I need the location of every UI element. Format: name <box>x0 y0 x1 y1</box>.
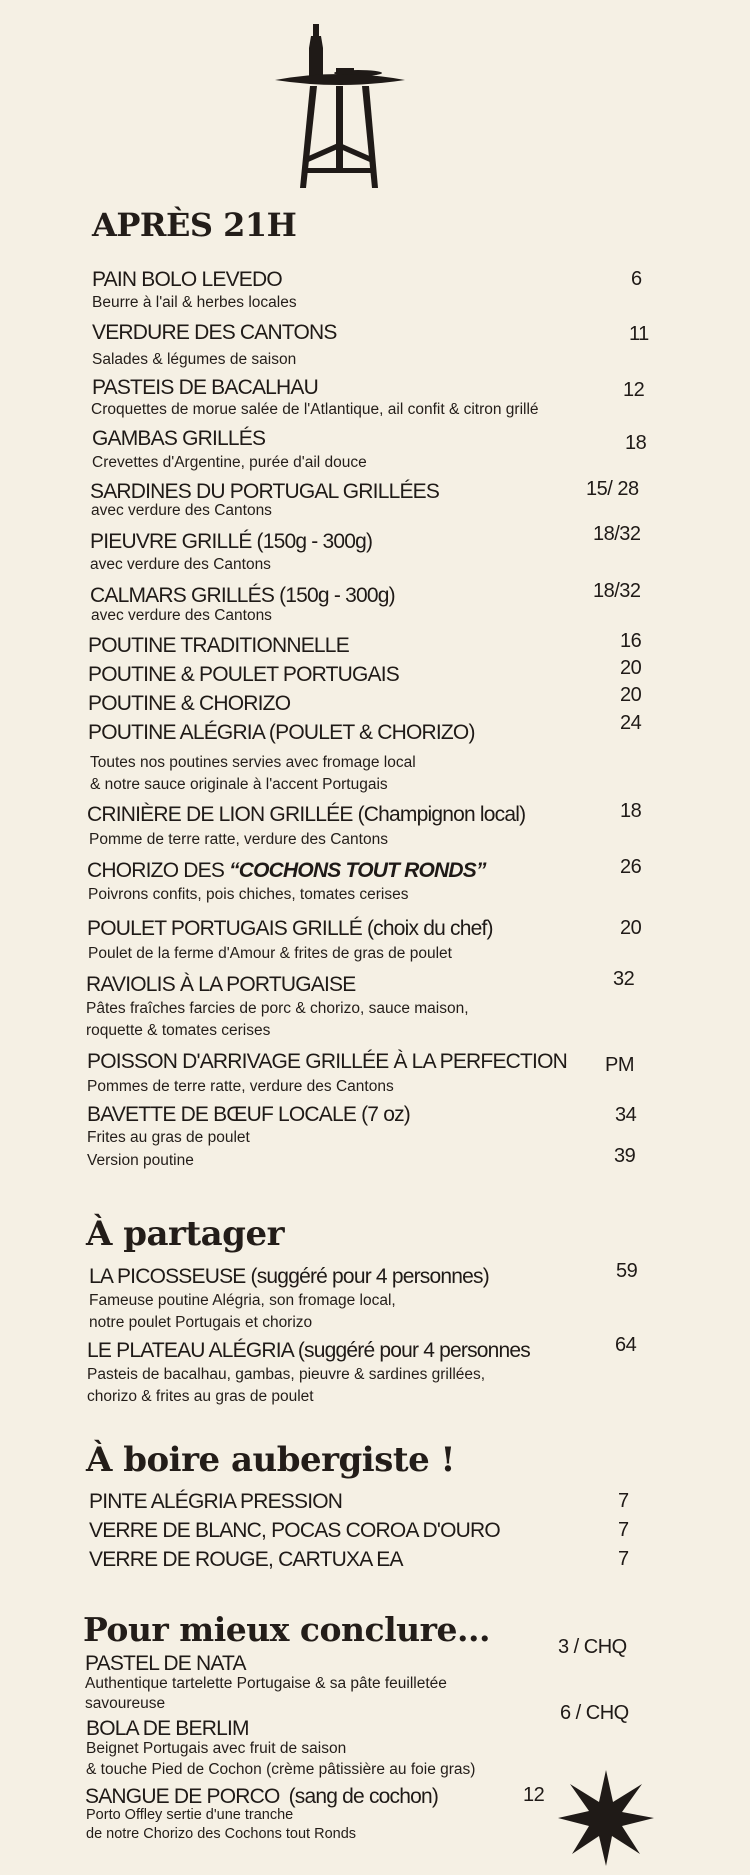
poutine-note: & notre sauce originale à l'accent Portugais <box>90 776 388 793</box>
item-desc: Poulet de la ferme d'Amour & frites de gras de poulet <box>88 945 452 962</box>
section-title-apres: APRÈS 21H <box>92 206 297 244</box>
item-name: POISSON D'ARRIVAGE GRILLÉE À LA PERFECTION <box>87 1050 567 1073</box>
section-title-boire: À boire aubergiste ! <box>86 1440 455 1480</box>
item-price: 64 <box>615 1334 637 1356</box>
item-desc: Crevettes d'Argentine, purée d'ail douce <box>92 454 367 471</box>
item-price: 7 <box>618 1548 629 1570</box>
item-price: 39 <box>614 1145 636 1167</box>
item-price: 3 / CHQ <box>558 1636 627 1658</box>
item-desc: Poivrons confits, pois chiches, tomates cerises <box>88 886 409 903</box>
item-desc: Beignet Portugais avec fruit de saison <box>86 1740 347 1757</box>
item-desc: Pomme de terre ratte, verdure des Cantons <box>89 831 388 848</box>
item-price: 6 / CHQ <box>560 1702 629 1724</box>
item-name-part: SANGUE DE PORCO <box>85 1785 280 1808</box>
item-name: GAMBAS GRILLÉS <box>92 427 266 450</box>
item-price: 11 <box>629 323 649 345</box>
item-price: 18 <box>620 800 642 822</box>
item-name: POUTINE & POULET PORTUGAIS <box>88 663 399 686</box>
item-desc: savoureuse <box>85 1695 166 1712</box>
item-desc: Croquettes de morue salée de l'Atlantique, ail confit & citron grillé <box>91 401 539 418</box>
star-burst-icon <box>558 1770 654 1866</box>
item-name: VERDURE DES CANTONS <box>92 321 337 344</box>
item-desc: Authentique tartelette Portugaise & sa pâte feuilletée <box>85 1675 447 1692</box>
item-name: PASTEL DE NATA <box>85 1652 246 1675</box>
item-price: 18/32 <box>593 523 641 545</box>
item-price: 7 <box>618 1490 629 1512</box>
item-name: PIEUVRE GRILLÉ (150g - 300g) <box>90 530 373 553</box>
item-price: PM <box>605 1054 634 1076</box>
item-name: BAVETTE DE BŒUF LOCALE (7 oz) <box>87 1103 410 1126</box>
item-price: 12 <box>523 1784 545 1806</box>
item-price: 18 <box>625 432 647 454</box>
item-price: 26 <box>620 856 642 878</box>
item-name: BOLA DE BERLIM <box>86 1717 249 1740</box>
item-desc: Frites au gras de poulet <box>87 1129 250 1146</box>
item-desc: Pommes de terre ratte, verdure des Cantons <box>87 1078 394 1095</box>
item-price: 16 <box>620 630 642 652</box>
item-desc: roquette & tomates cerises <box>86 1022 271 1039</box>
item-name: CRINIÈRE DE LION GRILLÉE (Champignon local) <box>87 803 526 826</box>
item-desc: Salades & légumes de saison <box>92 351 297 368</box>
item-price: 20 <box>620 917 642 939</box>
table-with-bottle-icon <box>270 18 410 193</box>
item-name: POUTINE TRADITIONNELLE <box>88 634 349 657</box>
item-name-subtitle: (sang de cochon) <box>288 1785 439 1808</box>
item-price: 34 <box>615 1104 637 1126</box>
item-name: SARDINES DU PORTUGAL GRILLÉES <box>90 480 440 503</box>
item-name: VERRE DE ROUGE, CARTUXA EA <box>89 1548 403 1571</box>
section-title-conclure: Pour mieux conclure... <box>83 1610 490 1649</box>
item-price: 12 <box>623 379 645 401</box>
item-price: 7 <box>618 1519 629 1541</box>
item-name: LE PLATEAU ALÉGRIA (suggéré pour 4 personnes <box>87 1339 531 1362</box>
item-desc: chorizo & frites au gras de poulet <box>87 1388 314 1405</box>
item-desc: avec verdure des Cantons <box>91 502 272 519</box>
poutine-note: Toutes nos poutines servies avec fromage local <box>90 754 416 771</box>
item-name: RAVIOLIS À LA PORTUGAISE <box>86 973 356 996</box>
item-desc: & touche Pied de Cochon (crème pâtissière au foie gras) <box>86 1761 476 1778</box>
item-price: 59 <box>616 1260 638 1282</box>
item-name: PASTEIS DE BACALHAU <box>92 376 318 399</box>
item-desc: Beurre à l'ail & herbes locales <box>92 294 297 311</box>
item-name-emphasis: “COCHONS TOUT RONDS” <box>229 859 486 882</box>
item-name: POUTINE & CHORIZO <box>88 692 291 715</box>
item-name <box>87 859 486 883</box>
item-name: POULET PORTUGAIS GRILLÉ (choix du chef) <box>87 917 493 940</box>
item-desc: notre poulet Portugais et chorizo <box>89 1314 313 1331</box>
item-name: LA PICOSSEUSE (suggéré pour 4 personnes) <box>89 1265 489 1288</box>
item-desc: Pasteis de bacalhau, gambas, pieuvre & sardines grillées, <box>87 1366 486 1383</box>
item-name: CALMARS GRILLÉS (150g - 300g) <box>90 584 395 607</box>
item-price: 6 <box>631 268 642 290</box>
item-price: 20 <box>620 684 642 706</box>
item-price: 32 <box>613 968 635 990</box>
item-price: 15/ 28 <box>586 478 639 500</box>
item-desc: de notre Chorizo des Cochons tout Ronds <box>86 1826 357 1842</box>
item-desc: avec verdure des Cantons <box>91 607 272 624</box>
item-name: PINTE ALÉGRIA PRESSION <box>89 1490 343 1513</box>
item-price: 20 <box>620 657 642 679</box>
item-name: VERRE DE BLANC, POCAS COROA D'OURO <box>89 1519 500 1542</box>
item-name: POUTINE ALÉGRIA (POULET & CHORIZO) <box>88 721 475 744</box>
item-price: 18/32 <box>593 580 641 602</box>
section-title-partager: À partager <box>86 1214 284 1254</box>
item-name: PAIN BOLO LEVEDO <box>92 268 282 291</box>
item-desc: Version poutine <box>87 1152 194 1169</box>
item-desc: Fameuse poutine Alégria, son fromage local, <box>89 1292 396 1309</box>
item-desc: avec verdure des Cantons <box>90 556 271 573</box>
item-desc: Pâtes fraîches farcies de porc & chorizo, sauce maison, <box>86 1000 469 1017</box>
item-name-part: CHORIZO DES <box>87 859 230 882</box>
item-price: 24 <box>620 712 642 734</box>
item-desc: Porto Offley sertie d'une tranche <box>86 1807 294 1823</box>
